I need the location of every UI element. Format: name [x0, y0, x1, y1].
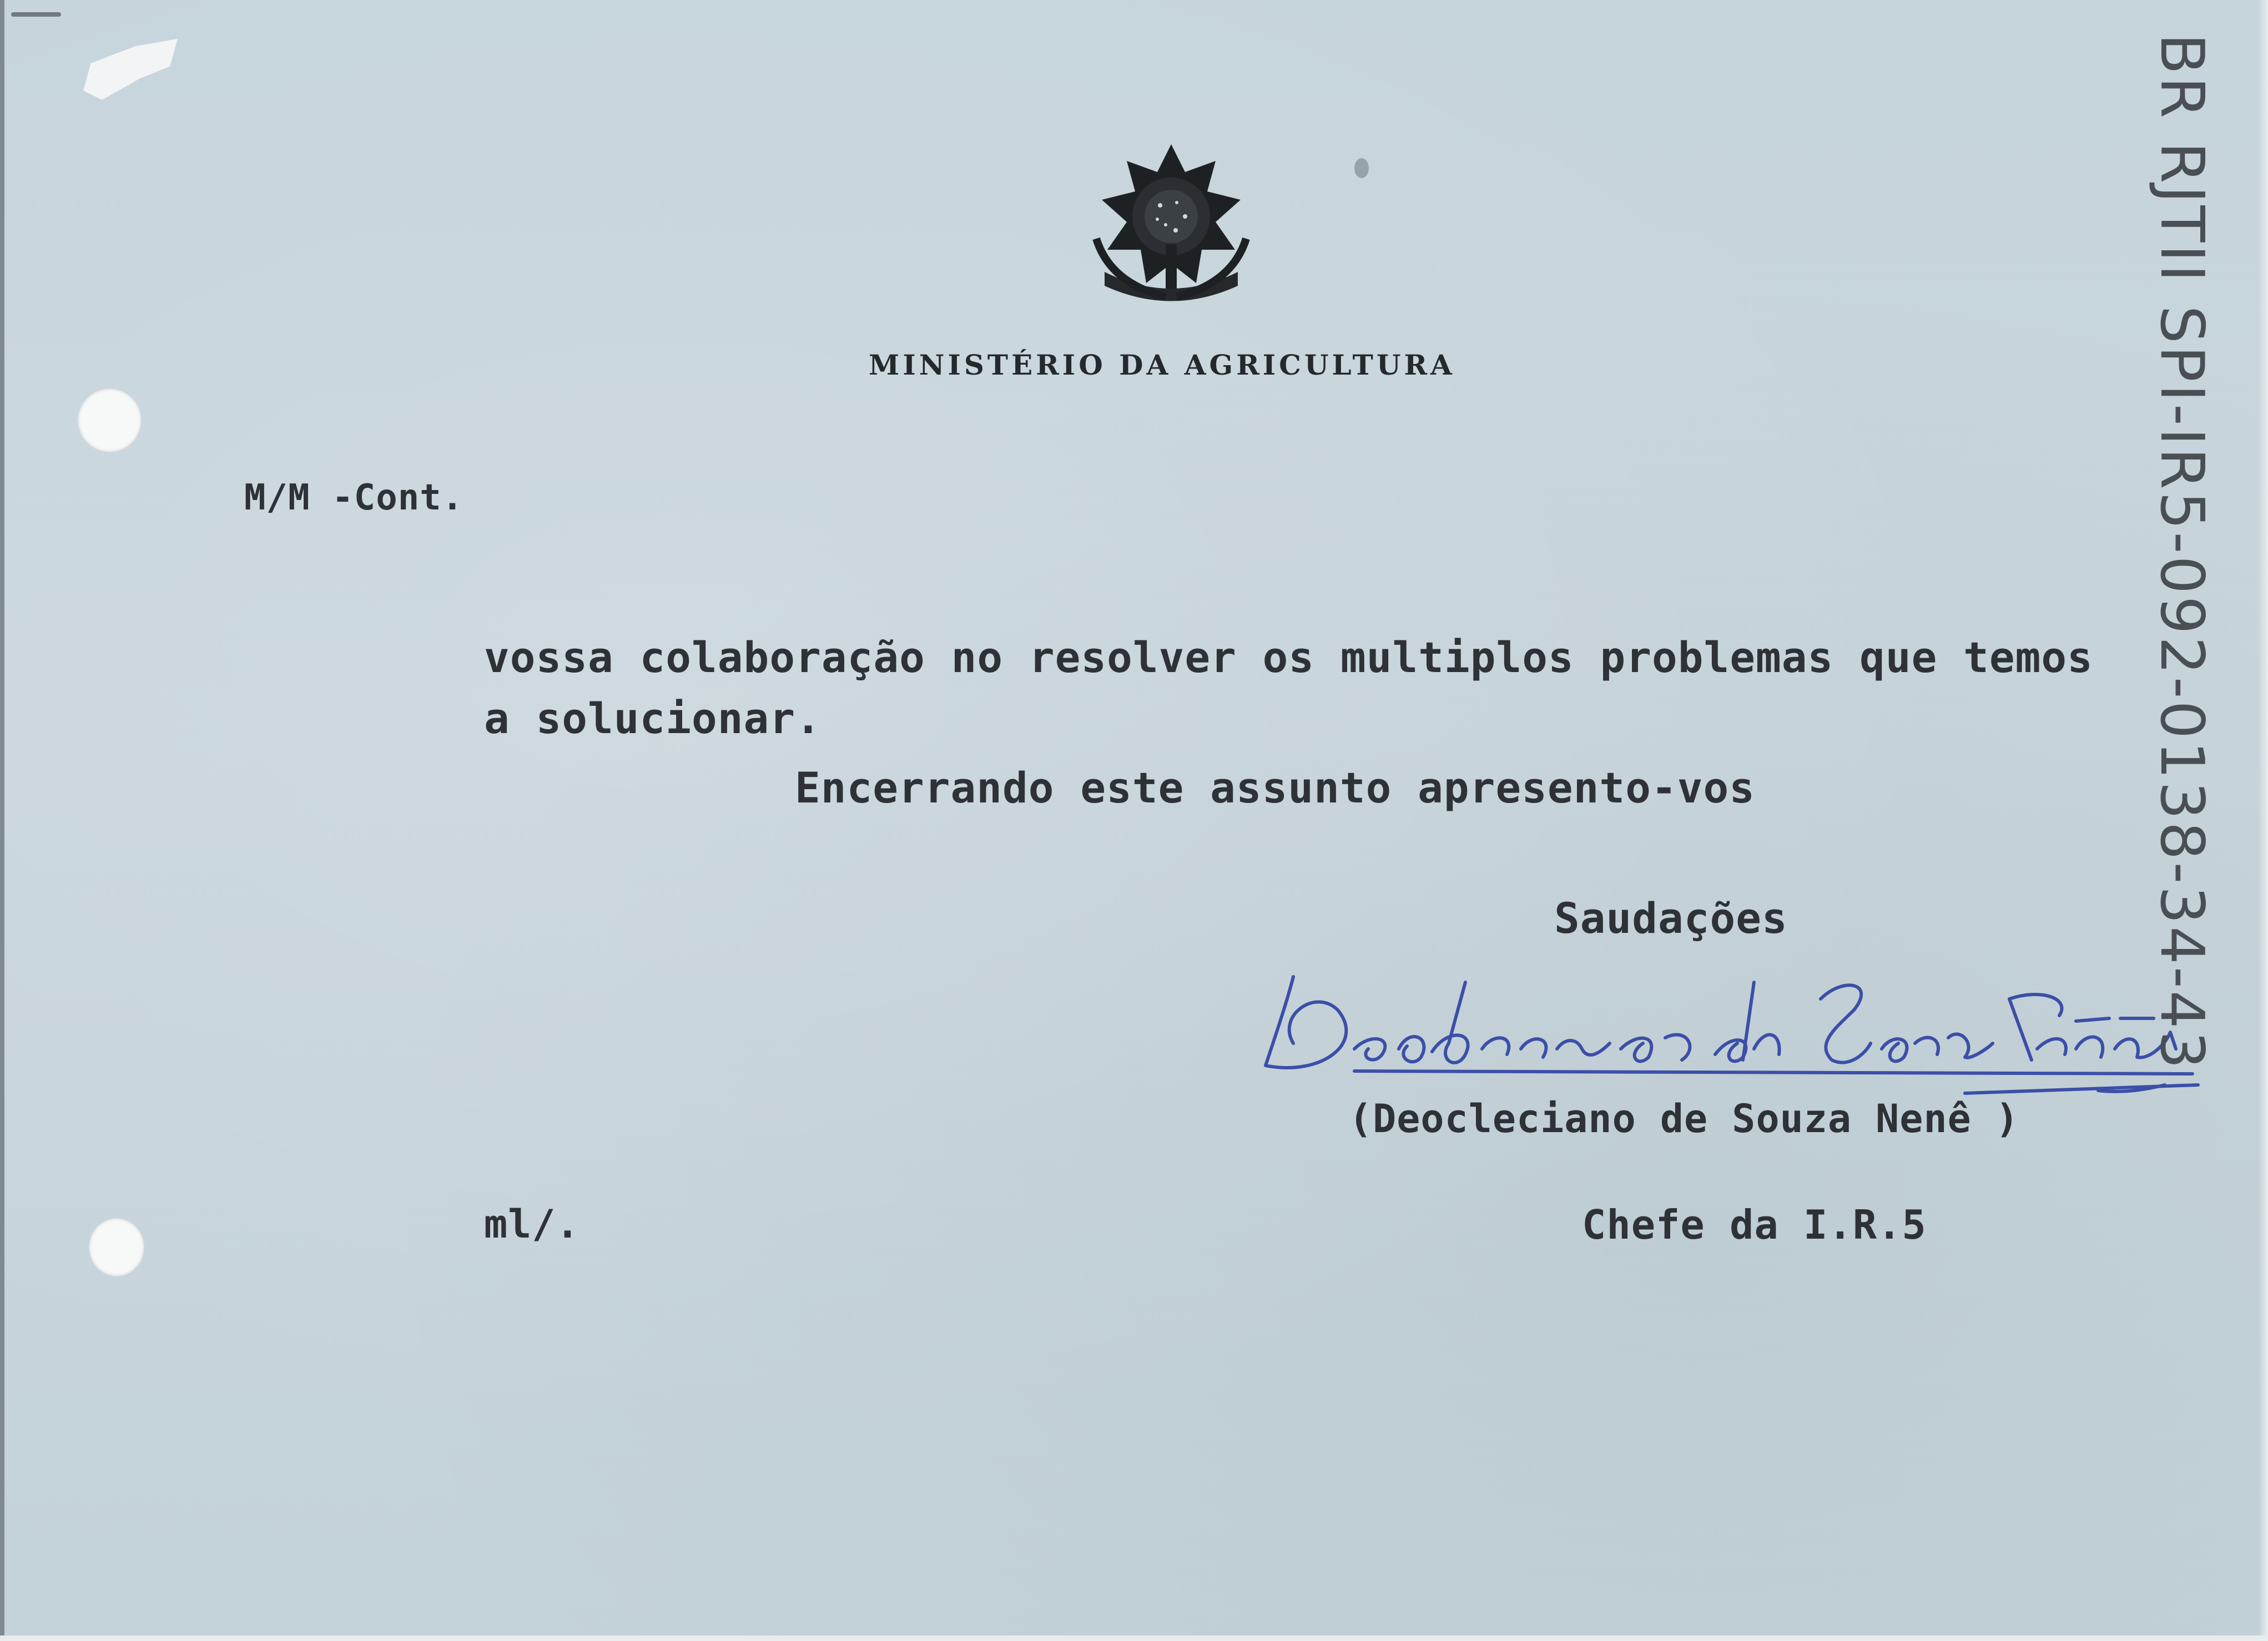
- body-line-1: vossa colaboração no resolver os multiplos problemas que temos: [484, 633, 2093, 682]
- signatory-title: Chefe da I.R.5: [1582, 1201, 1927, 1248]
- brazil-coat-of-arms-icon: [1082, 139, 1260, 316]
- page-edge-left: [0, 0, 4, 1641]
- typed-signatory-name: (Deocleciano de Souza Nenê ): [1349, 1096, 2020, 1142]
- page-edge-right: [2258, 0, 2268, 1641]
- ministry-heading: MINISTÉRIO DA AGRICULTURA: [869, 349, 1455, 381]
- reference-line: M/M -Cont.: [244, 477, 464, 518]
- typist-initials: ml/.: [484, 1201, 580, 1247]
- page-edge-bottom: [0, 1635, 2268, 1641]
- torn-paper-mark: [83, 39, 178, 100]
- body-line-2: a solucionar.: [484, 694, 821, 743]
- closing-salutation: Saudações: [1554, 893, 1788, 943]
- handwritten-archive-code: BR RJTII SPI-IR5-092-0138-34-43: [2147, 33, 2216, 1072]
- body-line-3: Encerrando este assunto apresento-vos: [795, 763, 1755, 812]
- paper-speck: [1354, 158, 1369, 178]
- paper-speck: [11, 12, 61, 17]
- punch-hole-bottom: [89, 1218, 144, 1276]
- punch-hole-top: [78, 388, 142, 452]
